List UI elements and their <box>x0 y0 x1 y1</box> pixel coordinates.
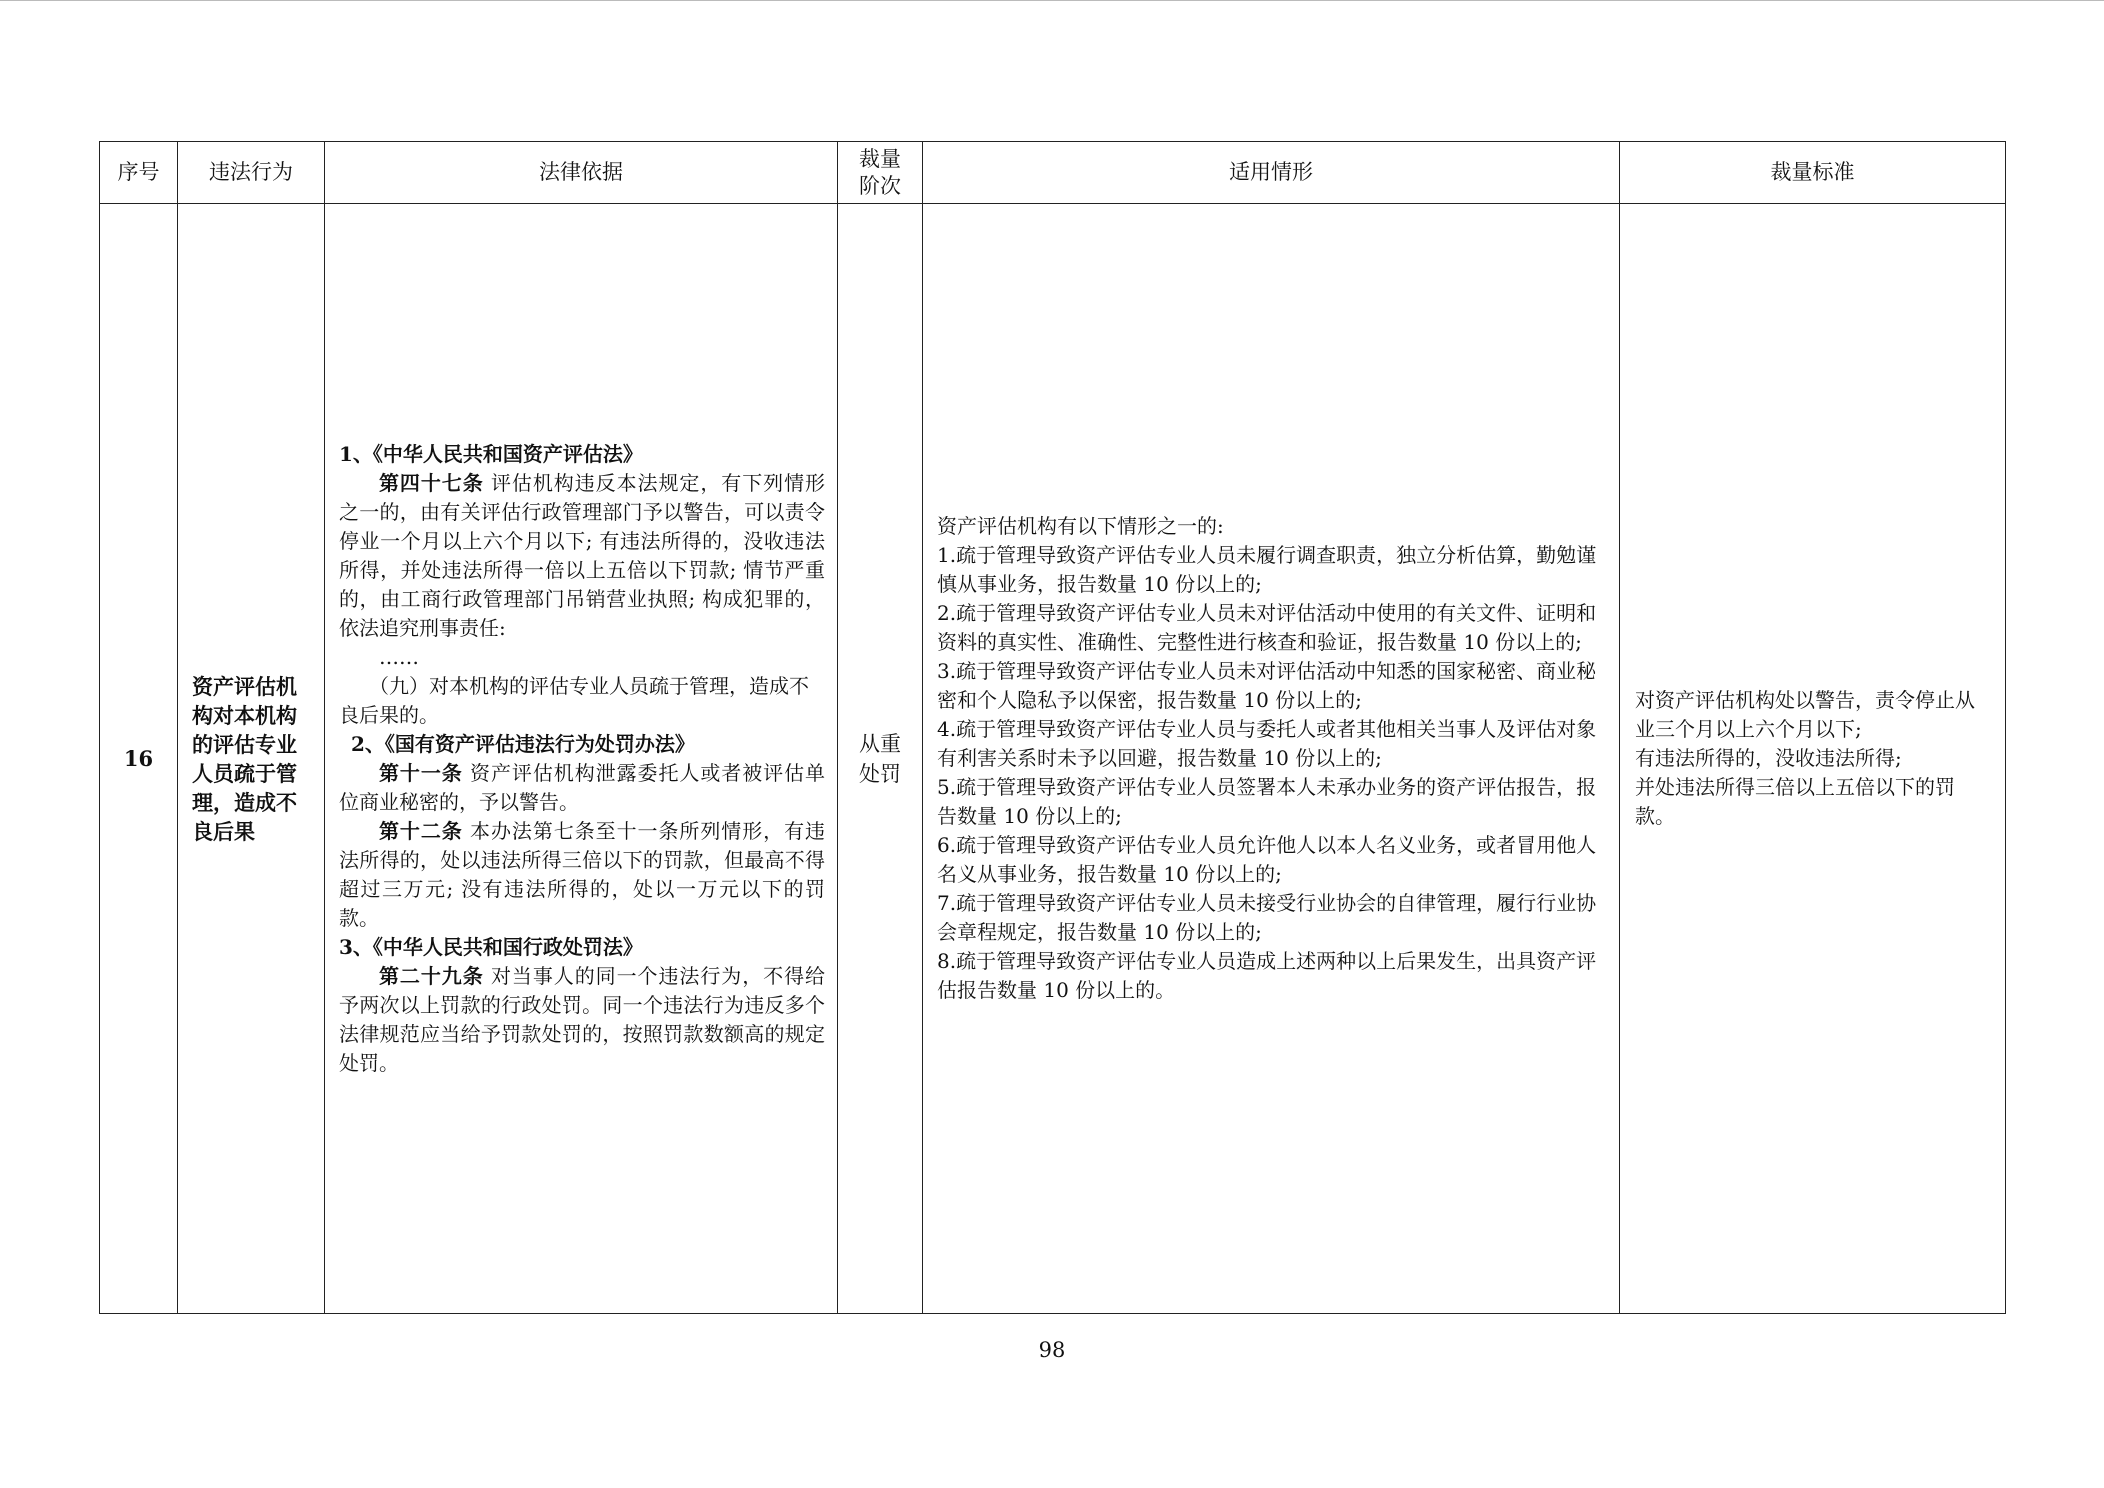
row-number: 16 <box>100 204 178 1314</box>
law2-article2 <box>339 817 825 933</box>
situation-item: 1.疏于管理导致资产评估专业人员未履行调查职责，独立分析估算，勤勉谨慎从事业务，报告数量 10 份以上的; <box>937 543 1597 596</box>
law3-article-label: 第二十九条 <box>379 963 484 988</box>
header-situations: 适用情形 <box>923 142 1620 204</box>
header-level: 裁量 阶次 <box>838 142 923 204</box>
table-row <box>100 204 2006 1314</box>
situations-cell <box>923 204 1620 1314</box>
law2-article1-label: 第十一条 <box>379 760 463 785</box>
page-number: 98 <box>1038 1338 1066 1362</box>
header-standard: 裁量标准 <box>1620 142 2006 204</box>
violation-text: 资产评估机构对本机构的评估专业人员疏于管理，造成不良后果 <box>178 204 325 1314</box>
standard-line: 并处违法所得三倍以上五倍以下的罚款。 <box>1635 775 1955 828</box>
header-legal-basis: 法律依据 <box>325 142 838 204</box>
discretion-table <box>99 141 2006 1314</box>
header-violation: 违法行为 <box>178 142 325 204</box>
situation-item: 7.疏于管理导致资产评估专业人员未接受行业协会的自律管理，履行行业协会章程规定，报告数量 10 份以上的; <box>937 891 1597 944</box>
law2-article2-text: 本办法第七条至十一条所列情形，有违法所得的，处以违法所得三倍以下的罚款，但最高不得超过三万元; 没有违法所得的，处以一万元以下的罚款。 <box>339 818 826 930</box>
discretion-level: 从重 处罚 <box>838 204 923 1314</box>
law1-article-label: 第四十七条 <box>379 470 484 495</box>
situation-item: 3.疏于管理导致资产评估专业人员未对评估活动中知悉的国家秘密、商业秘密和个人隐私予以保密，报告数量 10 份以上的; <box>937 659 1597 712</box>
law2-title: 2、《国有资产评估违法行为处罚办法》 <box>351 731 695 756</box>
law3-title: 3、《中华人民共和国行政处罚法》 <box>339 934 643 959</box>
header-serial: 序号 <box>100 142 178 204</box>
law3-article-text: 对当事人的同一个违法行为，不得给予两次以上罚款的行政处罚。同一个违法行为违反多个法律规范应当给予罚款处罚的，按照罚款数额高的规定处罚。 <box>339 963 826 1075</box>
situations-intro: 资产评估机构有以下情形之一的: <box>937 514 1224 538</box>
situation-item: 8.疏于管理导致资产评估专业人员造成上述两种以上后果发生，出具资产评估报告数量 10 份以上的。 <box>937 949 1597 1002</box>
standard-line: 有违法所得的，没收违法所得; <box>1635 746 1902 770</box>
law2-article1 <box>339 759 825 817</box>
situation-item: 5.疏于管理导致资产评估专业人员签署本人未承办业务的资产评估报告，报告数量 10 份以上的; <box>937 775 1597 828</box>
law2-article2-label: 第十二条 <box>379 818 463 843</box>
law3-article <box>339 962 825 1078</box>
situation-item: 6.疏于管理导致资产评估专业人员允许他人以本人名义业务，或者冒用他人名义从事业务，报告数量 10 份以上的; <box>937 833 1597 886</box>
law1-article-text: 评估机构违反本法规定，有下列情形之一的，由有关评估行政管理部门予以警告，可以责令停业一个月以上六个月以下; 有违法所得的，没收违法所得，并处违法所得一倍以上五倍以下罚款; 情节严重的，由工商行政管理部门吊销营业执照; 构成犯罪的，依法追究刑事责任: <box>339 470 826 640</box>
law1-article <box>339 469 825 643</box>
situation-item: 4.疏于管理导致资产评估专业人员与委托人或者其他相关当事人及评估对象有利害关系时未予以回避，报告数量 10 份以上的; <box>937 717 1597 770</box>
standard-cell <box>1620 204 2006 1314</box>
page-top-edge <box>0 0 2104 1</box>
law1-title: 1、《中华人民共和国资产评估法》 <box>339 441 643 466</box>
legal-basis-cell <box>325 204 838 1314</box>
situation-item: 2.疏于管理导致资产评估专业人员未对评估活动中使用的有关文件、证明和资料的真实性、准确性、完整性进行核查和验证，报告数量 10 份以上的; <box>937 601 1597 654</box>
law2-article1-text: 资产评估机构泄露委托人或者被评估单位商业秘密的，予以警告。 <box>339 760 826 814</box>
law1-ellipsis: …… <box>379 644 419 669</box>
table-header-row <box>100 142 2006 204</box>
standard-line: 对资产评估机构处以警告，责令停止从业三个月以上六个月以下; <box>1635 688 1975 741</box>
law1-item: （九）对本机构的评估专业人员疏于管理，造成不良后果的。 <box>339 673 809 727</box>
